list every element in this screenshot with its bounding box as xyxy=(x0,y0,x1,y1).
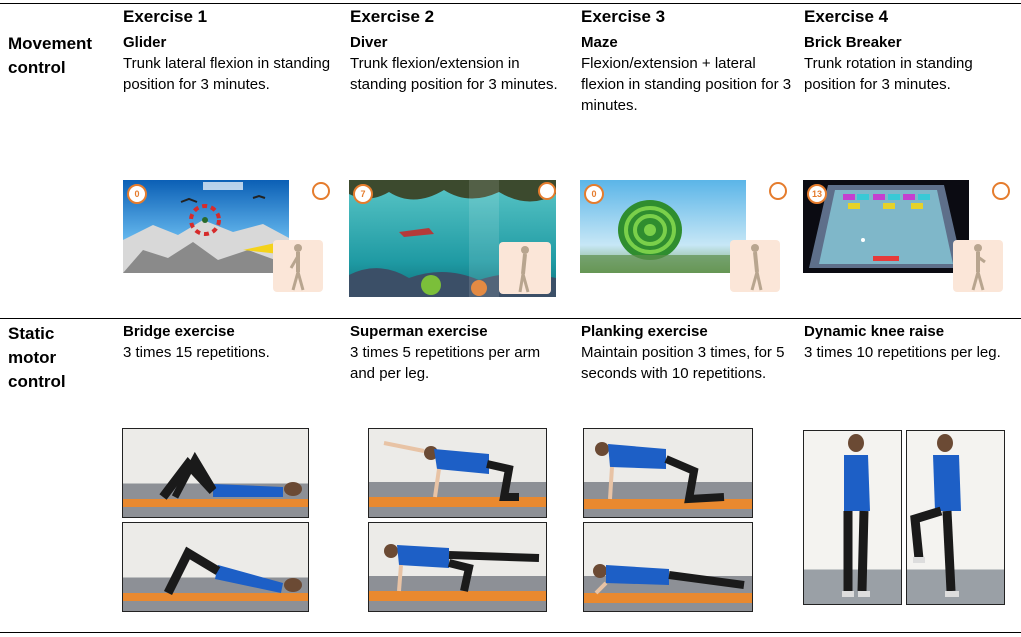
avatar-figure-icon xyxy=(953,240,1003,292)
row-header-movement-control: Movement control xyxy=(8,34,93,77)
exercise-description: Maintain position 3 times, for 5 seconds with 10 repetitions. xyxy=(581,344,785,382)
cell-planking-exercise xyxy=(581,321,796,384)
exercise-description: Trunk lateral flexion in standing position for 3 minutes. xyxy=(123,55,331,93)
brick-breaker-game-screenshot xyxy=(803,180,1008,295)
cell-superman-exercise xyxy=(350,321,565,384)
pause-icon xyxy=(992,182,1010,200)
planking-exercise-photo-1 xyxy=(583,428,753,518)
exercise-description: Trunk flexion/extension in standing position for 3 minutes. xyxy=(350,55,558,93)
dynamic-knee-raise-photo-2 xyxy=(906,430,1005,605)
exercise-description: 3 times 10 repetitions per leg. xyxy=(804,344,1001,361)
cell-maze xyxy=(581,32,796,116)
top-border xyxy=(0,3,1021,4)
diver-game-screenshot xyxy=(349,180,556,298)
planking-exercise-photo-2 xyxy=(583,522,753,612)
exercise-title: Superman exercise xyxy=(350,323,488,340)
score-badge-icon: 13 xyxy=(807,184,827,204)
avatar-figure-icon xyxy=(730,240,780,292)
pause-icon xyxy=(769,182,787,200)
exercise-description: 3 times 15 repetitions. xyxy=(123,344,270,361)
bridge-exercise-photo-2 xyxy=(122,522,309,612)
avatar-figure-icon xyxy=(499,242,551,294)
cell-dynamic-knee-raise xyxy=(804,321,1019,363)
superman-exercise-photo-2 xyxy=(368,522,547,612)
dynamic-knee-raise-photo-1 xyxy=(803,430,902,605)
exercise-title: Planking exercise xyxy=(581,323,708,340)
score-badge-icon: 7 xyxy=(353,184,373,204)
score-badge-icon: 0 xyxy=(127,184,147,204)
cell-brick-breaker xyxy=(804,32,1019,95)
cell-diver xyxy=(350,32,565,95)
column-header-exercise-3: Exercise 3 xyxy=(581,7,666,26)
bridge-exercise-photo-1 xyxy=(122,428,309,518)
exercise-title: Brick Breaker xyxy=(804,34,902,51)
exercise-title: Glider xyxy=(123,34,167,51)
exercise-title: Dynamic knee raise xyxy=(804,323,945,340)
bottom-border xyxy=(0,632,1021,633)
row-divider xyxy=(0,318,1021,319)
maze-game-screenshot xyxy=(580,180,785,295)
column-header-exercise-1: Exercise 1 xyxy=(123,7,208,26)
column-header-exercise-4: Exercise 4 xyxy=(804,7,889,26)
score-badge-icon: 0 xyxy=(584,184,604,204)
column-header-exercise-2: Exercise 2 xyxy=(350,7,435,26)
exercise-description: Trunk rotation in standing position for 3 minutes. xyxy=(804,55,973,93)
row-header-static-motor-control: Static motor control xyxy=(8,324,66,391)
exercise-title: Bridge exercise xyxy=(123,323,235,340)
pause-icon xyxy=(312,182,330,200)
glider-game-screenshot xyxy=(123,180,328,295)
exercise-description: Flexion/extension + lateral flexion in standing position for 3 minutes. xyxy=(581,55,792,114)
cell-bridge-exercise xyxy=(123,321,338,363)
cell-glider xyxy=(123,32,338,95)
exercise-title: Diver xyxy=(350,34,388,51)
exercise-description: 3 times 5 repetitions per arm and per leg. xyxy=(350,344,541,382)
exercise-title: Maze xyxy=(581,34,618,51)
pause-icon xyxy=(538,182,556,200)
avatar-figure-icon xyxy=(273,240,323,292)
superman-exercise-photo-1 xyxy=(368,428,547,518)
